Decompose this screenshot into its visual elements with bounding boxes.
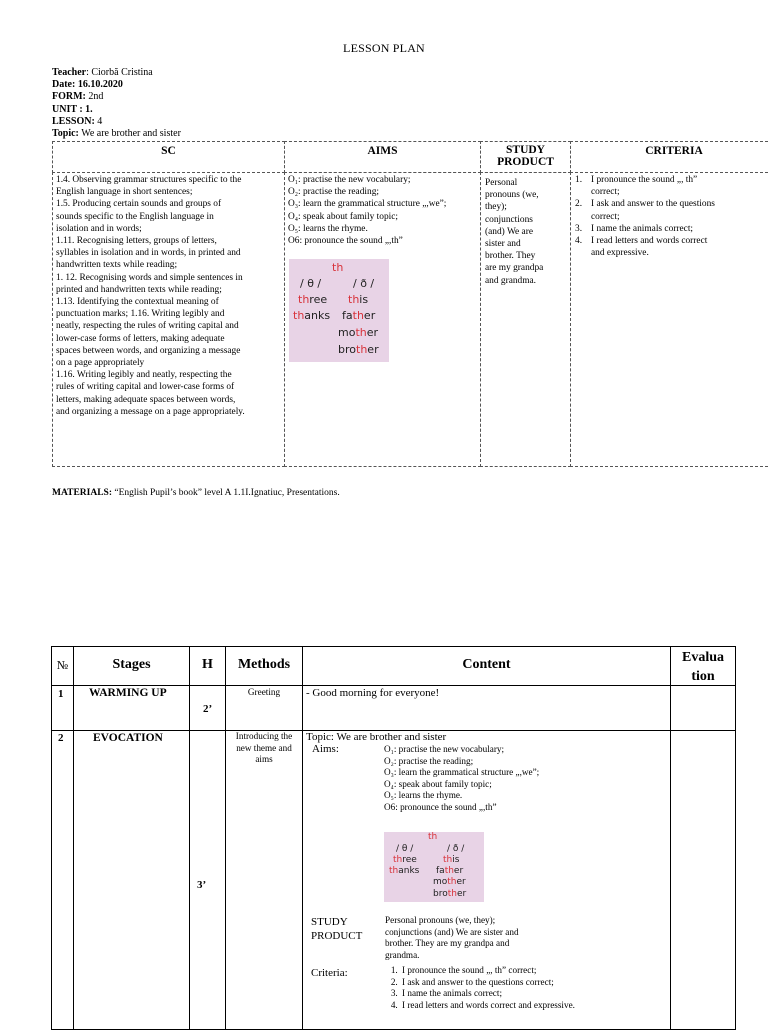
study-line-7: brother. They — [485, 251, 536, 262]
aim-line-3: O₃: learn the grammatical structure „,we”; — [288, 199, 447, 210]
study-line-5: (and) We are — [485, 226, 533, 237]
ipa-eth: / ð / — [447, 844, 465, 854]
study-line-2: pronouns (we, — [485, 190, 539, 201]
form-value: 2nd — [85, 91, 104, 103]
word-brother: brother — [433, 889, 467, 899]
header-number: № — [51, 646, 74, 686]
sc-line-4: sounds specific to the English language in — [56, 211, 214, 222]
row2-criteria-list — [369, 965, 669, 1011]
aim-line-4: O₄: speak about family topic; — [288, 211, 399, 222]
lesson-study-line-2: conjunctions (and) We are sister and — [385, 926, 519, 937]
sc-line-11: 1.13. Identifying the contextual meaning of — [56, 297, 219, 308]
sc-line-16: on a page appropriately — [56, 358, 145, 369]
sc-line-9: 1. 12. Recognising words and simple sentences in — [56, 272, 243, 283]
sc-line-7: syllables in isolation and in words, in printed and — [56, 248, 241, 259]
word-thanks: thanks — [293, 309, 331, 322]
sc-line-13: neatly, respecting the rules of writing capital and — [56, 321, 239, 332]
header-h: H — [189, 646, 226, 686]
materials-value: “English Pupil’s book” level A 1.1I.Ignatiuc, Presentations. — [112, 488, 340, 498]
aim-line-2: O₂: practise the reading; — [288, 187, 379, 198]
th-heading: th — [428, 832, 438, 842]
criteria-text: I ask and answer to the questions — [591, 199, 715, 210]
row2-criteria-label: Criteria: — [311, 967, 348, 979]
row2-h: 3’ — [189, 730, 226, 1030]
teacher-label: Teacher — [52, 67, 87, 78]
row1-number: 1 — [51, 685, 74, 731]
page-title: LESSON PLAN — [343, 41, 425, 55]
row2-stage: EVOCATION — [73, 730, 190, 1030]
lesson-aim-line-4: O₄: speak about family topic; — [384, 778, 492, 789]
row2-method — [225, 730, 303, 1030]
criteria-text: and expressive. — [591, 248, 649, 259]
word-three: three — [298, 293, 328, 306]
sc-line-19: letters, making adequate spaces between words, — [56, 394, 236, 405]
word-father: father — [436, 866, 464, 876]
lesson-aim-line-1: O₁: practise the new vocabulary; — [384, 744, 505, 754]
sc-line-3: 1.5. Producing certain sounds and groups of — [56, 199, 222, 210]
word-mother: mother — [433, 877, 466, 887]
sc-line-15: spaces between words, and organizing a message — [56, 345, 241, 356]
lesson-value: 4 — [94, 115, 103, 127]
ipa-theta: / θ / — [396, 844, 414, 854]
lesson-label: LESSON: — [52, 115, 95, 127]
word-mother: mother — [338, 326, 379, 339]
study-line-8: are my grandpa — [485, 263, 544, 274]
unit-label: UNIT : 1. — [52, 103, 93, 115]
sc-line-20: and organizing a message on a page appropriately. — [56, 406, 245, 417]
lesson-aim-line-3: O₃: learn the grammatical structure „,we”; — [384, 767, 540, 778]
word-father: father — [342, 309, 376, 322]
aims-text — [288, 174, 478, 247]
row2-topic: Topic: We are brother and sister — [306, 731, 447, 743]
th-sound-card-lesson — [384, 832, 484, 902]
th-heading: th — [332, 261, 344, 274]
study-product-text — [485, 177, 568, 287]
form-label: FORM: — [52, 91, 86, 103]
th-sound-card — [289, 259, 389, 362]
criteria-text: correct; — [591, 211, 620, 222]
row1-content: - Good morning for everyone! — [302, 685, 671, 731]
criteria-number: 3. — [575, 223, 583, 234]
word-brother: brother — [338, 343, 379, 356]
ipa-eth: / ð / — [353, 277, 375, 290]
sc-cell — [52, 172, 285, 467]
teacher-value: : Ciorbă Cristina — [86, 67, 153, 78]
criteria-text: I read letters and words correct — [591, 236, 708, 247]
criteria-item-4 — [573, 235, 768, 259]
aim-line-5: O₅: learns the rhyme. — [288, 223, 368, 234]
header-content: Content — [302, 646, 671, 686]
ipa-theta: / θ / — [300, 277, 322, 290]
sc-line-14: lower-case forms of letters, making adequate — [56, 333, 225, 344]
lesson-aim-line-6: O6: pronounce the sound „,th” — [384, 801, 497, 812]
word-this: this — [348, 293, 369, 306]
criteria-cell — [570, 172, 768, 467]
date-label: Date: 16.10.2020 — [52, 79, 123, 91]
sc-line-12: punctuation marks; 1.16. Writing legibly and — [56, 309, 225, 320]
sc-line-6: 1.11. Recognising letters, groups of letters, — [56, 236, 217, 247]
word-three: three — [393, 855, 417, 865]
row2-aims-label: Aims: — [312, 743, 339, 755]
header-sc: SC — [52, 141, 285, 173]
aim-line-1: O₁: practise the new vocabulary; — [288, 175, 411, 185]
criteria-number: 4. — [575, 236, 583, 247]
materials-label: MATERIALS: — [52, 488, 112, 498]
criteria-number: 1. — [575, 175, 583, 185]
sc-line-10: printed and handwritten texts while reading; — [56, 284, 222, 295]
header-study-product: STUDY PRODUCT — [480, 141, 571, 173]
lesson-study-line-1: Personal pronouns (we, they); — [385, 915, 496, 925]
sc-line-1: 1.4. Observing grammar structures specific to the — [56, 175, 242, 185]
materials-line — [52, 488, 340, 498]
criteria-list — [573, 174, 768, 259]
row2-study-text — [385, 915, 519, 961]
method-line-3: aims — [255, 754, 273, 765]
sc-line-2: English language in short sentences; — [56, 187, 193, 198]
sc-text — [56, 174, 282, 418]
criteria-text: I name the animals correct; — [591, 223, 694, 234]
row1-h: 2’ — [189, 685, 226, 731]
criteria-item-2 — [573, 198, 768, 222]
sc-line-8: handwritten texts while reading; — [56, 260, 178, 271]
study-product-cell — [480, 172, 571, 467]
criteria-item-3 — [573, 223, 768, 235]
row1-stage: WARMING UP — [73, 685, 190, 731]
row1-method: Greeting — [225, 685, 303, 731]
lesson-aim-line-2: O₂: practise the reading; — [384, 755, 474, 766]
lesson-study-line-4: grandma. — [385, 949, 420, 960]
row2-number: 2 — [51, 730, 74, 1030]
aim-line-6: O6: pronounce the sound „,th” — [288, 236, 403, 247]
header-criteria: CRITERIA — [570, 141, 768, 173]
criteria-text: I pronounce the sound „, th” — [591, 175, 698, 185]
row1-evaluation — [670, 685, 736, 731]
word-this: this — [443, 855, 460, 865]
lesson-aim-line-5: O₅: learns the rhyme. — [384, 790, 463, 801]
topic-value: We are brother and sister — [78, 128, 181, 140]
word-thanks: thanks — [389, 866, 420, 876]
header-stages: Stages — [73, 646, 190, 686]
lesson-criteria-item-3: 3. I name the animals correct; — [400, 988, 669, 1000]
method-line-1: Introducing the — [235, 731, 293, 741]
study-line-9: and grandma. — [485, 275, 537, 286]
header-methods: Methods — [225, 646, 303, 686]
lesson-criteria-item-4: 4. I read letters and words correct and expressive. — [400, 1000, 669, 1012]
criteria-item-1 — [573, 174, 768, 198]
study-line-4: conjunctions — [485, 214, 533, 225]
study-line-6: sister and — [485, 239, 521, 250]
sc-line-5: isolation and in words; — [56, 223, 142, 234]
method-line-2: new theme and — [236, 742, 292, 753]
row2-aims-list — [384, 744, 539, 814]
row2-study-label: STUDY PRODUCT — [311, 916, 363, 942]
topic-label: Topic: — [52, 128, 79, 140]
row2-evaluation — [670, 730, 736, 1030]
criteria-text: correct; — [591, 187, 620, 198]
study-line-1: Personal — [485, 178, 518, 188]
header-evaluation: Evalua tion — [670, 646, 736, 686]
lesson-criteria-item-1: 1. I pronounce the sound „, th” correct; — [400, 965, 669, 977]
criteria-number: 2. — [575, 199, 583, 210]
header-aims: AIMS — [284, 141, 481, 173]
lesson-criteria-item-2: 2. I ask and answer to the questions correct; — [400, 977, 669, 989]
sc-line-17: 1.16. Writing legibly and neatly, respecting the — [56, 370, 232, 381]
sc-line-18: rules of writing capital and lower-case forms of — [56, 382, 235, 393]
study-line-3: they); — [485, 202, 507, 213]
lesson-meta — [52, 67, 181, 140]
lesson-study-line-3: brother. They are my grandpa and — [385, 938, 510, 949]
